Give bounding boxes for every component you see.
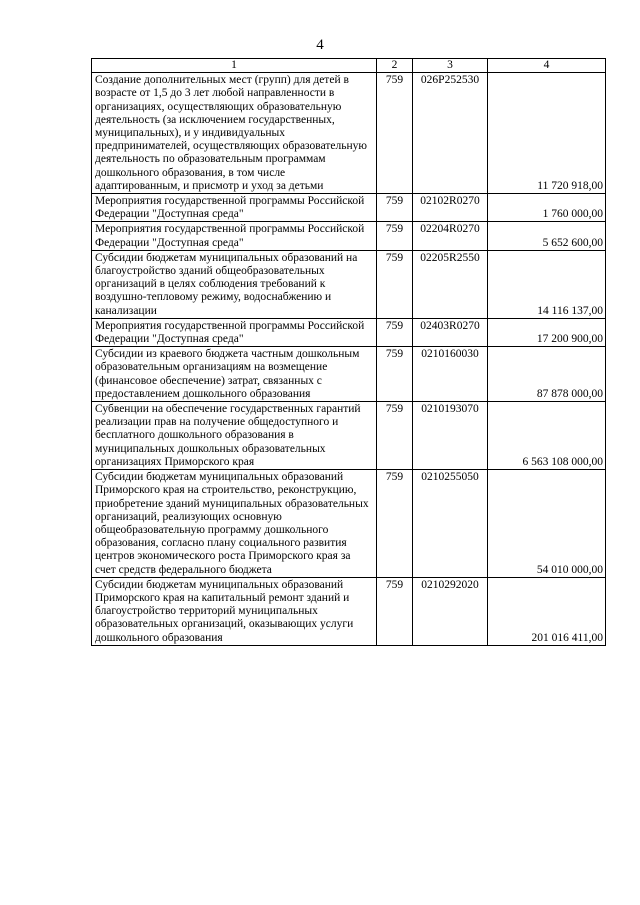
row-name: Создание дополнительных мест (групп) для детей в возрасте от 1,5 до 3 лет любой направленности в организациях, осуществляющих образовательную деятельность (за исключением государственных, муниципальных), и у индивидуальных предпринимателей, осуществляющих образовательную деятельность по образовательным программам дошкольного образования, в том числе адаптированным, и присмотр и уход за детьми (92, 73, 377, 194)
row-code: 759 (377, 470, 413, 578)
table-row (92, 577, 606, 645)
row-target: 02205R2550 (413, 250, 488, 318)
row-name: Субсидии бюджетам муниципальных образований Приморского края на строительство, реконструкцию, приобретение зданий муниципальных образовательных организаций, реализующих основную общеобразовательную программу дошкольного образования, согласно плану социального развития центров экономического роста Приморского края за счет средств федерального бюджета (92, 470, 377, 578)
table-header-row (92, 59, 606, 73)
row-code: 759 (377, 222, 413, 250)
row-amount: 6 563 108 000,00 (488, 402, 606, 470)
column-header: 2 (377, 59, 413, 73)
column-header: 4 (488, 59, 606, 73)
row-amount: 5 652 600,00 (488, 222, 606, 250)
row-code: 759 (377, 318, 413, 346)
row-amount: 54 010 000,00 (488, 470, 606, 578)
row-target: 02204R0270 (413, 222, 488, 250)
row-code: 759 (377, 194, 413, 222)
row-name: Мероприятия государственной программы Российской Федерации "Доступная среда" (92, 194, 377, 222)
page-number: 4 (316, 37, 324, 53)
row-name: Мероприятия государственной программы Российской Федерации "Доступная среда" (92, 222, 377, 250)
row-amount: 201 016 411,00 (488, 577, 606, 645)
row-name: Субсидии из краевого бюджета частным дошкольным образовательным организациям на возмещение (финансовое обеспечение) затрат, связанных с предоставлением дошкольного образования (92, 347, 377, 402)
column-header: 1 (92, 59, 377, 73)
row-target: 02102R0270 (413, 194, 488, 222)
budget-table (91, 58, 606, 646)
table-row (92, 318, 606, 346)
row-code: 759 (377, 577, 413, 645)
row-code: 759 (377, 250, 413, 318)
row-code: 759 (377, 402, 413, 470)
column-header: 3 (413, 59, 488, 73)
row-target: 0210255050 (413, 470, 488, 578)
row-code: 759 (377, 347, 413, 402)
row-amount: 87 878 000,00 (488, 347, 606, 402)
row-code: 759 (377, 73, 413, 194)
table-row (92, 402, 606, 470)
table-row (92, 250, 606, 318)
row-target: 0210292020 (413, 577, 488, 645)
row-name: Субсидии бюджетам муниципальных образований на благоустройство зданий общеобразовательных организаций в целях соблюдения требований к воздушно-тепловому режиму, водоснабжению и канализации (92, 250, 377, 318)
table-row (92, 347, 606, 402)
table-row (92, 194, 606, 222)
row-amount: 11 720 918,00 (488, 73, 606, 194)
table-row (92, 222, 606, 250)
table-row (92, 73, 606, 194)
row-target: 0210160030 (413, 347, 488, 402)
row-target: 0210193070 (413, 402, 488, 470)
row-amount: 14 116 137,00 (488, 250, 606, 318)
row-name: Субвенции на обеспечение государственных гарантий реализации прав на получение общедоступного и бесплатного дошкольного образования в муниципальных дошкольных образовательных организациях Приморского края (92, 402, 377, 470)
row-name: Субсидии бюджетам муниципальных образований Приморского края на капитальный ремонт зданий и благоустройство территорий муниципальных образовательных организаций, оказывающих услуги дошкольного образования (92, 577, 377, 645)
row-target: 026P252530 (413, 73, 488, 194)
row-name: Мероприятия государственной программы Российской Федерации "Доступная среда" (92, 318, 377, 346)
row-amount: 17 200 900,00 (488, 318, 606, 346)
table-row (92, 470, 606, 578)
row-amount: 1 760 000,00 (488, 194, 606, 222)
row-target: 02403R0270 (413, 318, 488, 346)
